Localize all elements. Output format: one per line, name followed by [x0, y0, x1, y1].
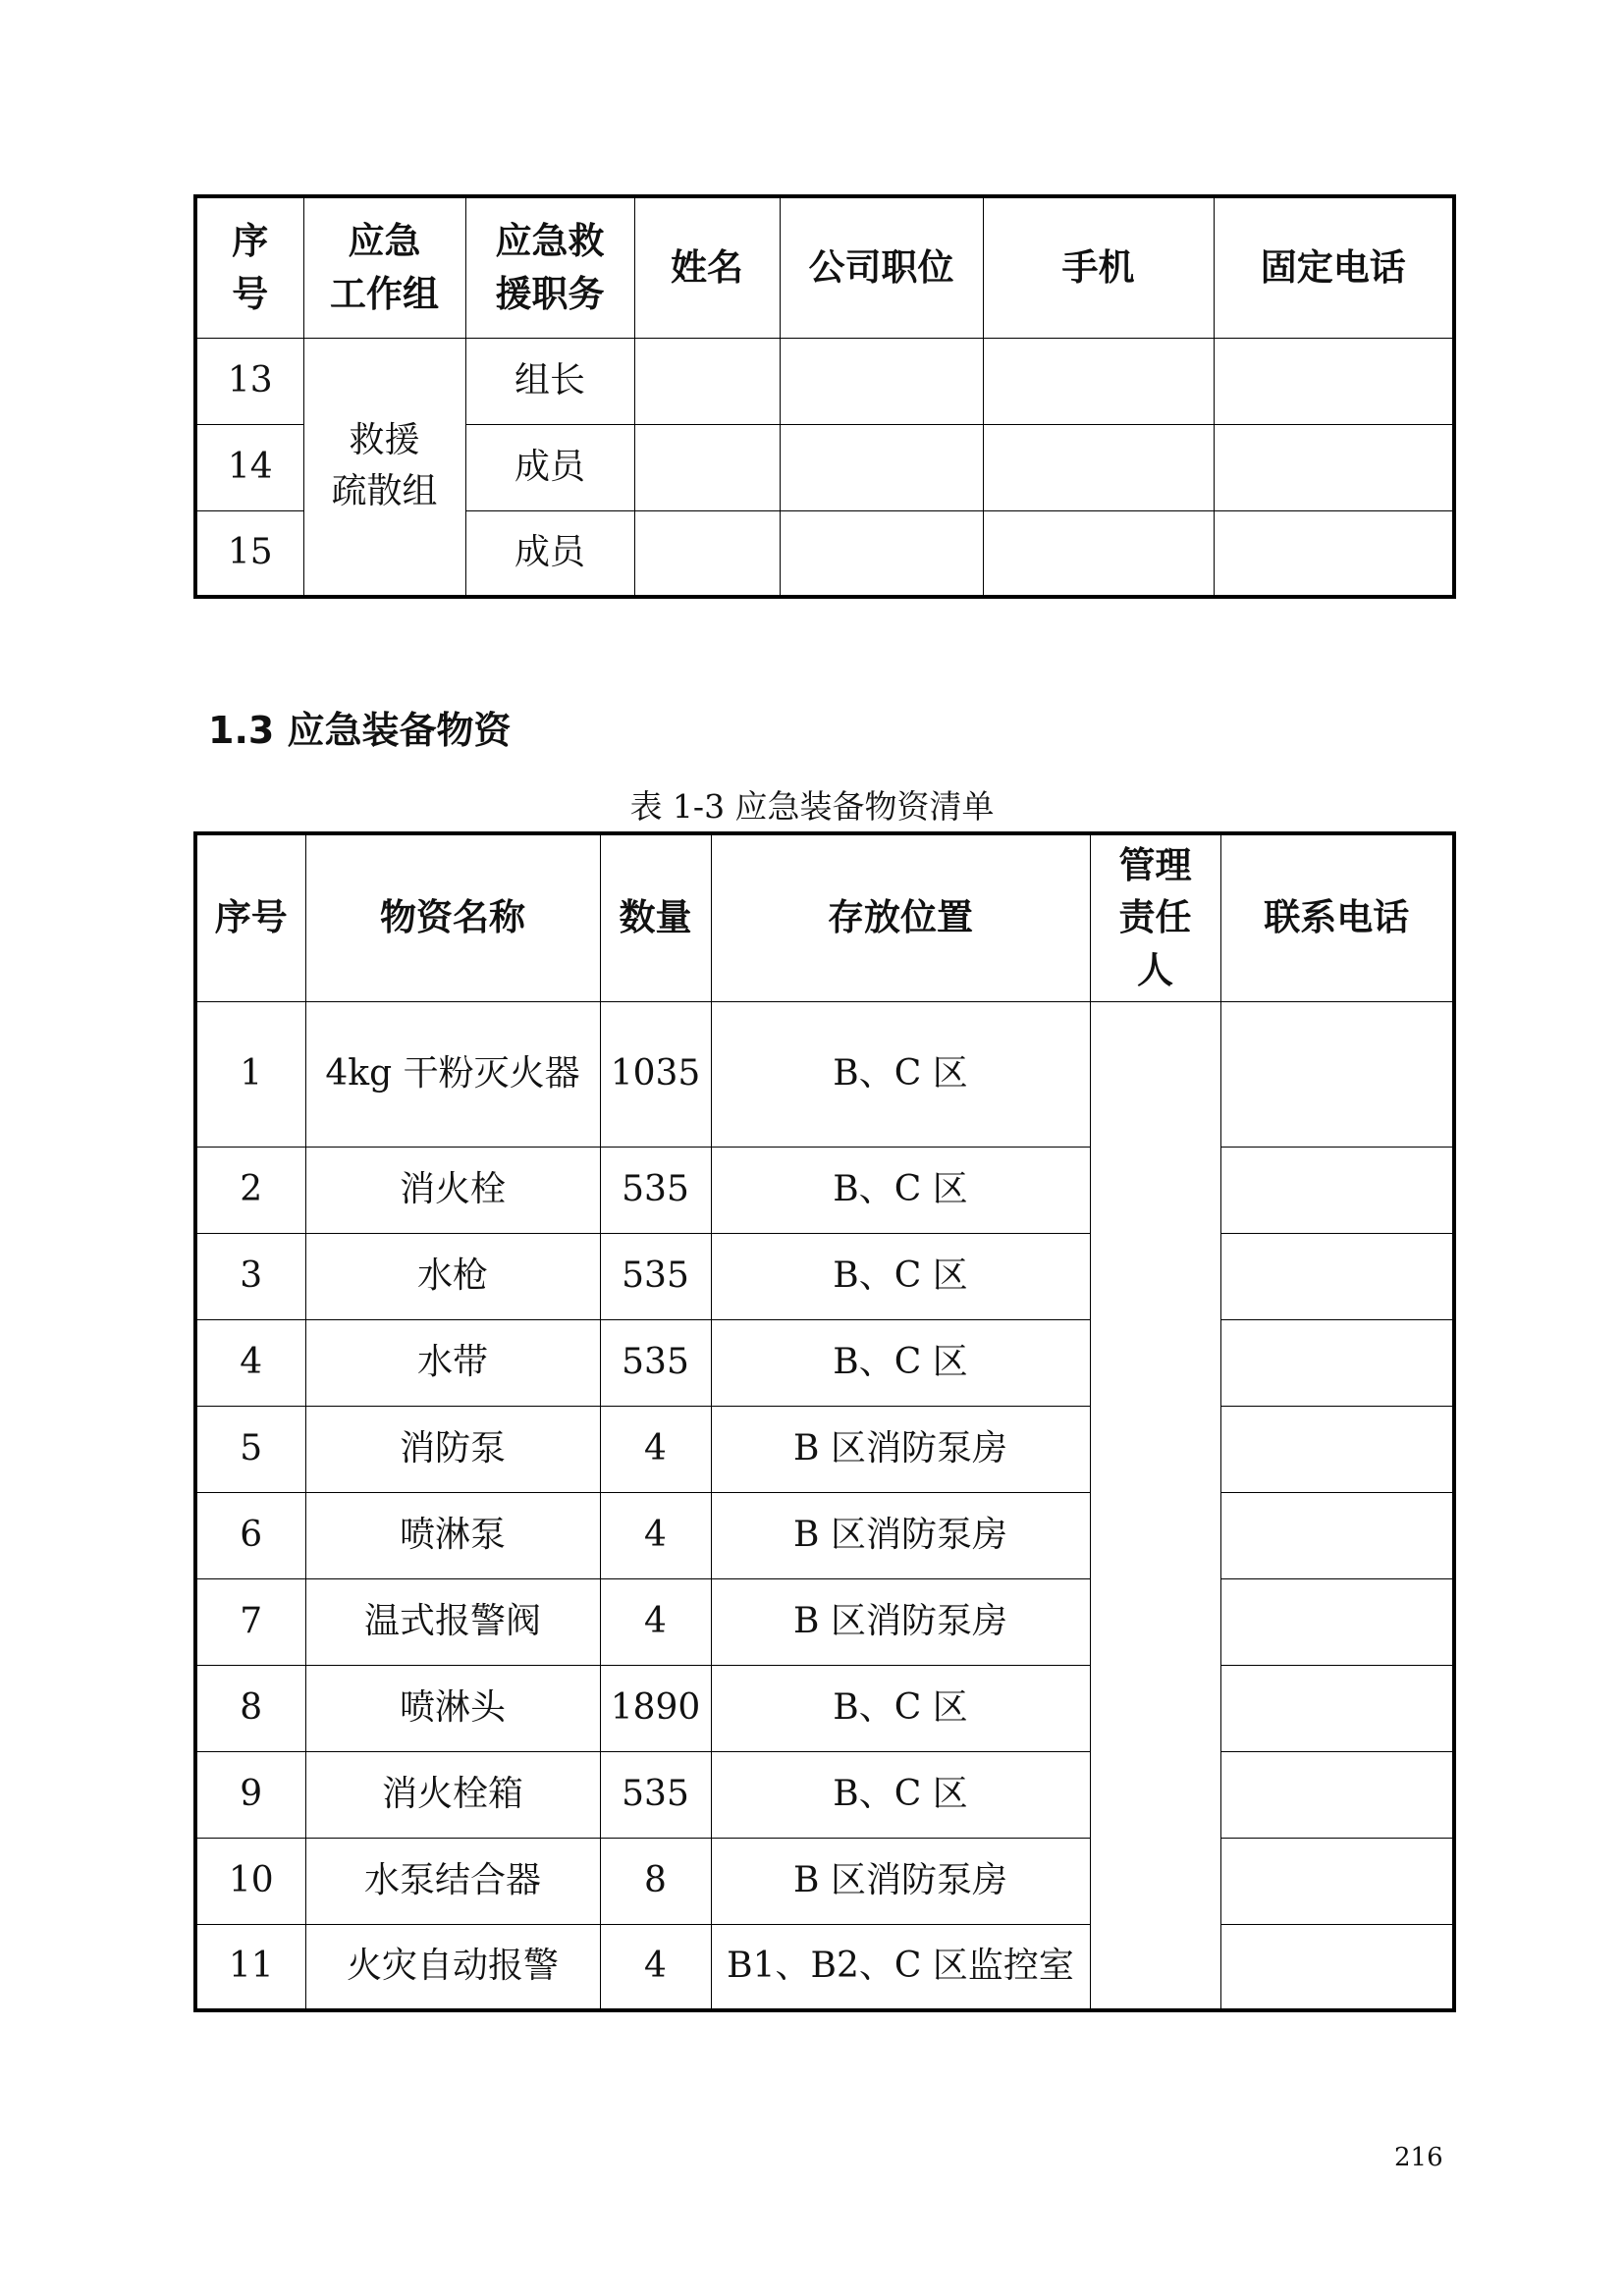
header-cell	[305, 833, 600, 1001]
header-cell	[1220, 833, 1454, 1001]
row-number: 15	[195, 510, 303, 597]
mobile-cell	[983, 424, 1214, 510]
role-cell: 组长	[465, 338, 634, 424]
name-cell	[634, 424, 780, 510]
row-number: 11	[195, 1924, 305, 2010]
quantity-cell: 535	[600, 1751, 711, 1838]
quantity-cell: 1035	[600, 1001, 711, 1147]
item-name-cell: 喷淋泵	[305, 1492, 600, 1578]
table-row	[195, 1319, 1454, 1406]
header-cell	[195, 833, 305, 1001]
location-cell: B1、B2、C 区监控室	[711, 1924, 1090, 2010]
quantity-cell: 535	[600, 1319, 711, 1406]
contact-phone-cell	[1220, 1924, 1454, 2010]
quantity-cell: 535	[600, 1147, 711, 1233]
header-text: 救援	[349, 420, 420, 461]
location-cell: B 区消防泵房	[711, 1578, 1090, 1665]
row-number: 13	[195, 338, 303, 424]
location-cell: B 区消防泵房	[711, 1406, 1090, 1492]
row-number: 10	[195, 1838, 305, 1924]
header-text: 援职务	[495, 272, 605, 315]
header-text: 人	[1137, 949, 1173, 992]
header-cell	[780, 196, 983, 338]
contact-phone-cell	[1220, 1319, 1454, 1406]
quantity-cell: 4	[600, 1492, 711, 1578]
header-text: 号	[232, 272, 269, 315]
table-header-row	[195, 833, 1454, 1001]
header-text: 存放位置	[828, 896, 973, 939]
position-cell	[780, 424, 983, 510]
item-name-cell: 4kg 干粉灭火器	[305, 1001, 600, 1147]
location-cell: B、C 区	[711, 1751, 1090, 1838]
contact-phone-cell	[1220, 1492, 1454, 1578]
row-number: 4	[195, 1319, 305, 1406]
item-name-cell: 消火栓	[305, 1147, 600, 1233]
location-cell: B 区消防泵房	[711, 1838, 1090, 1924]
table-row	[195, 1406, 1454, 1492]
equipment-table	[193, 831, 1456, 2012]
table-row	[195, 1751, 1454, 1838]
header-cell	[303, 196, 465, 338]
phone-cell	[1214, 424, 1454, 510]
header-text: 联系电话	[1264, 896, 1410, 939]
table-row	[195, 1838, 1454, 1924]
header-cell	[983, 196, 1214, 338]
table-caption: 表 1-3 应急装备物资清单	[629, 787, 995, 826]
item-name-cell: 火灾自动报警	[305, 1924, 600, 2010]
quantity-cell: 4	[600, 1578, 711, 1665]
header-text: 数量	[619, 896, 692, 939]
contact-phone-cell	[1220, 1001, 1454, 1147]
row-number: 9	[195, 1751, 305, 1838]
item-name-cell: 水泵结合器	[305, 1838, 600, 1924]
header-cell	[465, 196, 634, 338]
quantity-cell: 4	[600, 1924, 711, 2010]
contact-phone-cell	[1220, 1147, 1454, 1233]
role-cell: 成员	[465, 510, 634, 597]
header-text: 物资名称	[380, 896, 525, 939]
location-cell: B、C 区	[711, 1147, 1090, 1233]
table-row	[195, 1233, 1454, 1319]
header-text: 责任	[1118, 896, 1192, 939]
header-text: 姓名	[671, 245, 743, 289]
mobile-cell	[983, 510, 1214, 597]
item-name-cell: 水枪	[305, 1233, 600, 1319]
header-text: 管理	[1118, 843, 1192, 886]
header-cell	[711, 833, 1090, 1001]
role-cell: 成员	[465, 424, 634, 510]
row-number: 8	[195, 1665, 305, 1751]
location-cell: B、C 区	[711, 1233, 1090, 1319]
table-row	[195, 1578, 1454, 1665]
mobile-cell	[983, 338, 1214, 424]
quantity-cell: 1890	[600, 1665, 711, 1751]
item-name-cell: 消防泵	[305, 1406, 600, 1492]
header-text: 手机	[1061, 245, 1135, 289]
page-number: 216	[1394, 2143, 1443, 2172]
row-number: 7	[195, 1578, 305, 1665]
header-text: 应急救	[495, 220, 605, 263]
header-text: 工作组	[330, 272, 439, 315]
contact-phone-cell	[1220, 1578, 1454, 1665]
table-row	[195, 1001, 1454, 1147]
row-number: 2	[195, 1147, 305, 1233]
location-cell: B、C 区	[711, 1319, 1090, 1406]
table-row	[195, 1665, 1454, 1751]
contact-phone-cell	[1220, 1751, 1454, 1838]
phone-cell	[1214, 338, 1454, 424]
phone-cell	[1214, 510, 1454, 597]
header-text: 序	[232, 220, 269, 263]
header-cell	[1214, 196, 1454, 338]
emergency-team-table	[193, 194, 1456, 599]
row-number: 6	[195, 1492, 305, 1578]
row-number: 3	[195, 1233, 305, 1319]
row-number: 5	[195, 1406, 305, 1492]
table-row	[195, 1147, 1454, 1233]
row-number: 14	[195, 424, 303, 510]
section-title: 1.3 应急装备物资	[208, 709, 512, 752]
position-cell	[780, 510, 983, 597]
contact-phone-cell	[1220, 1233, 1454, 1319]
header-text: 疏散组	[331, 471, 438, 512]
manager-cell	[1090, 1001, 1220, 2010]
quantity-cell: 535	[600, 1233, 711, 1319]
header-cell	[195, 196, 303, 338]
table-row	[195, 1924, 1454, 2010]
location-cell: B、C 区	[711, 1665, 1090, 1751]
location-cell: B 区消防泵房	[711, 1492, 1090, 1578]
table-row	[195, 338, 1454, 424]
item-name-cell: 消火栓箱	[305, 1751, 600, 1838]
header-text: 固定电话	[1260, 245, 1406, 289]
item-name-cell: 水带	[305, 1319, 600, 1406]
name-cell	[634, 510, 780, 597]
contact-phone-cell	[1220, 1838, 1454, 1924]
name-cell	[634, 338, 780, 424]
row-number: 1	[195, 1001, 305, 1147]
header-text: 应急	[348, 220, 421, 263]
item-name-cell: 温式报警阀	[305, 1578, 600, 1665]
header-cell	[600, 833, 711, 1001]
table-header-row	[195, 196, 1454, 338]
table-row	[195, 1492, 1454, 1578]
position-cell	[780, 338, 983, 424]
header-text: 公司职位	[808, 245, 954, 289]
location-cell: B、C 区	[711, 1001, 1090, 1147]
quantity-cell: 4	[600, 1406, 711, 1492]
header-text: 序号	[214, 896, 288, 939]
quantity-cell: 8	[600, 1838, 711, 1924]
team-group-cell	[303, 338, 465, 597]
header-cell	[634, 196, 780, 338]
contact-phone-cell	[1220, 1665, 1454, 1751]
contact-phone-cell	[1220, 1406, 1454, 1492]
item-name-cell: 喷淋头	[305, 1665, 600, 1751]
header-cell	[1090, 833, 1220, 1001]
